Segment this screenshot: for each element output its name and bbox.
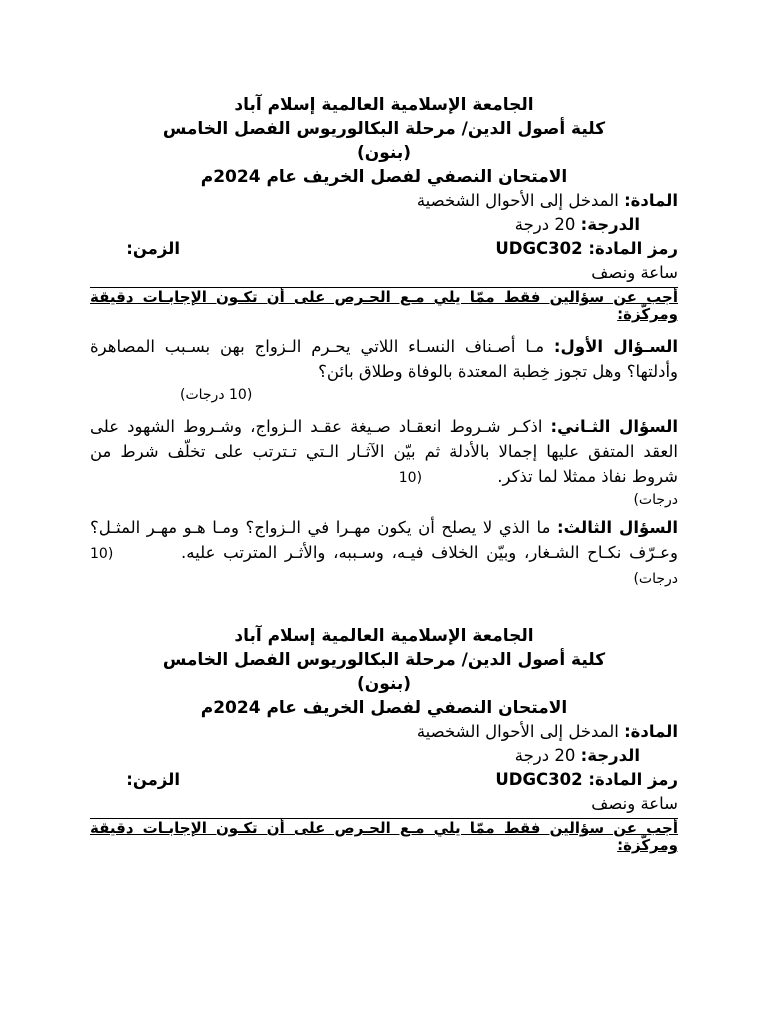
exam-title: الامتحان النصفي لفصل الخريف عام 2024م: [200, 698, 568, 718]
time-label: الزمن:: [126, 770, 180, 789]
instructions: أجب عن سؤالين فقط ممّا يلي مـع الحـرص على أن تكـون الإجابـات دقيقة ومركّزة:: [90, 288, 678, 323]
question-1: [90, 334, 678, 384]
time-label: الزمن:: [126, 239, 180, 258]
code-value: UDGC302: [495, 770, 583, 789]
instructions: أجب عن سؤالين فقط ممّا يلي مـع الحـرص على أن تكـون الإجابـات دقيقة ومركّزة:: [90, 819, 678, 854]
student-group: (بنون): [356, 674, 412, 694]
question-2-label: السؤال الثـاني:: [550, 417, 678, 436]
question-2-marks-line: [90, 489, 678, 511]
grade-line: [90, 213, 678, 237]
time-value: ساعة ونصف: [591, 794, 678, 813]
exam-title: الامتحان النصفي لفصل الخريف عام 2024م: [200, 167, 568, 187]
code-value: UDGC302: [495, 239, 583, 258]
time-value: ساعة ونصف: [591, 263, 678, 282]
question-3: [90, 515, 678, 590]
code-time-line: [90, 237, 678, 261]
subject-value: المدخل إلى الأحوال الشخصية: [416, 191, 619, 210]
grade-line: [90, 744, 678, 768]
code-label: رمز المادة:: [588, 770, 678, 789]
exam-header-2: [90, 624, 678, 854]
grade-label: الدرجة:: [580, 215, 640, 234]
subject-label: المادة:: [624, 722, 678, 741]
course-code: [495, 768, 678, 792]
code-time-line: [90, 768, 678, 792]
subject-line: [90, 189, 678, 213]
question-3-marks: (10 درجات): [90, 546, 678, 587]
question-1-text: مـا أصـناف النسـاء اللاتي يحـرم الـزواج بهن بسـبب المصاهرة وأدلتها؟ وهل تجوز خِطبة المعتدة بالوفاة وطلاق بائن؟: [90, 337, 678, 381]
question-2: [90, 414, 678, 489]
question-2-marks-part2: درجات): [633, 492, 678, 508]
question-1-label: السـؤال الأول:: [553, 337, 678, 356]
student-group: (بنون): [356, 143, 412, 163]
subject-label: المادة:: [624, 191, 678, 210]
exam-header-1: [90, 93, 678, 323]
grade-value: 20 درجة: [514, 215, 576, 234]
question-1-marks-line: [90, 384, 678, 408]
college-name: كلية أصول الدين/ مرحلة البكالوريوس الفصل الخامس: [162, 650, 606, 670]
question-1-marks: (10 درجات): [180, 387, 253, 403]
questions-list: [90, 330, 678, 590]
grade-value: 20 درجة: [514, 746, 576, 765]
code-label: رمز المادة:: [588, 239, 678, 258]
question-3-label: السؤال الثالث:: [556, 518, 679, 537]
college-name: كلية أصول الدين/ مرحلة البكالوريوس الفصل الخامس: [162, 119, 606, 139]
grade-label: الدرجة:: [580, 746, 640, 765]
question-2-marks-part1: (10: [398, 470, 423, 486]
course-code: [495, 237, 678, 261]
university-name: الجامعة الإسلامية العالمية إسلام آباد: [234, 626, 534, 646]
subject-line: [90, 720, 678, 744]
question-2-text: اذكـر شـروط انعقـاد صـيغة عقـد الـزواج، وشـروط الشهود على العقد المتفق عليها إجمالا بالأدلة ثم بيّن الآثـار الـتي تـترتب على تخلّف شرط من شروط نفاذ ممثلا لما تذكر.: [90, 417, 678, 486]
university-name: الجامعة الإسلامية العالمية إسلام آباد: [234, 95, 534, 115]
question-3-text: ما الذي لا يصلح أن يكون مهـرا في الـزواج؟ ومـا هـو مهـر المثـل؟ وعـرّف نكـاح الشـغار، وبيّن الخلاف فيـه، وسـببه، والأثـر المترتب عليه.: [90, 518, 678, 562]
subject-value: المدخل إلى الأحوال الشخصية: [416, 722, 619, 741]
